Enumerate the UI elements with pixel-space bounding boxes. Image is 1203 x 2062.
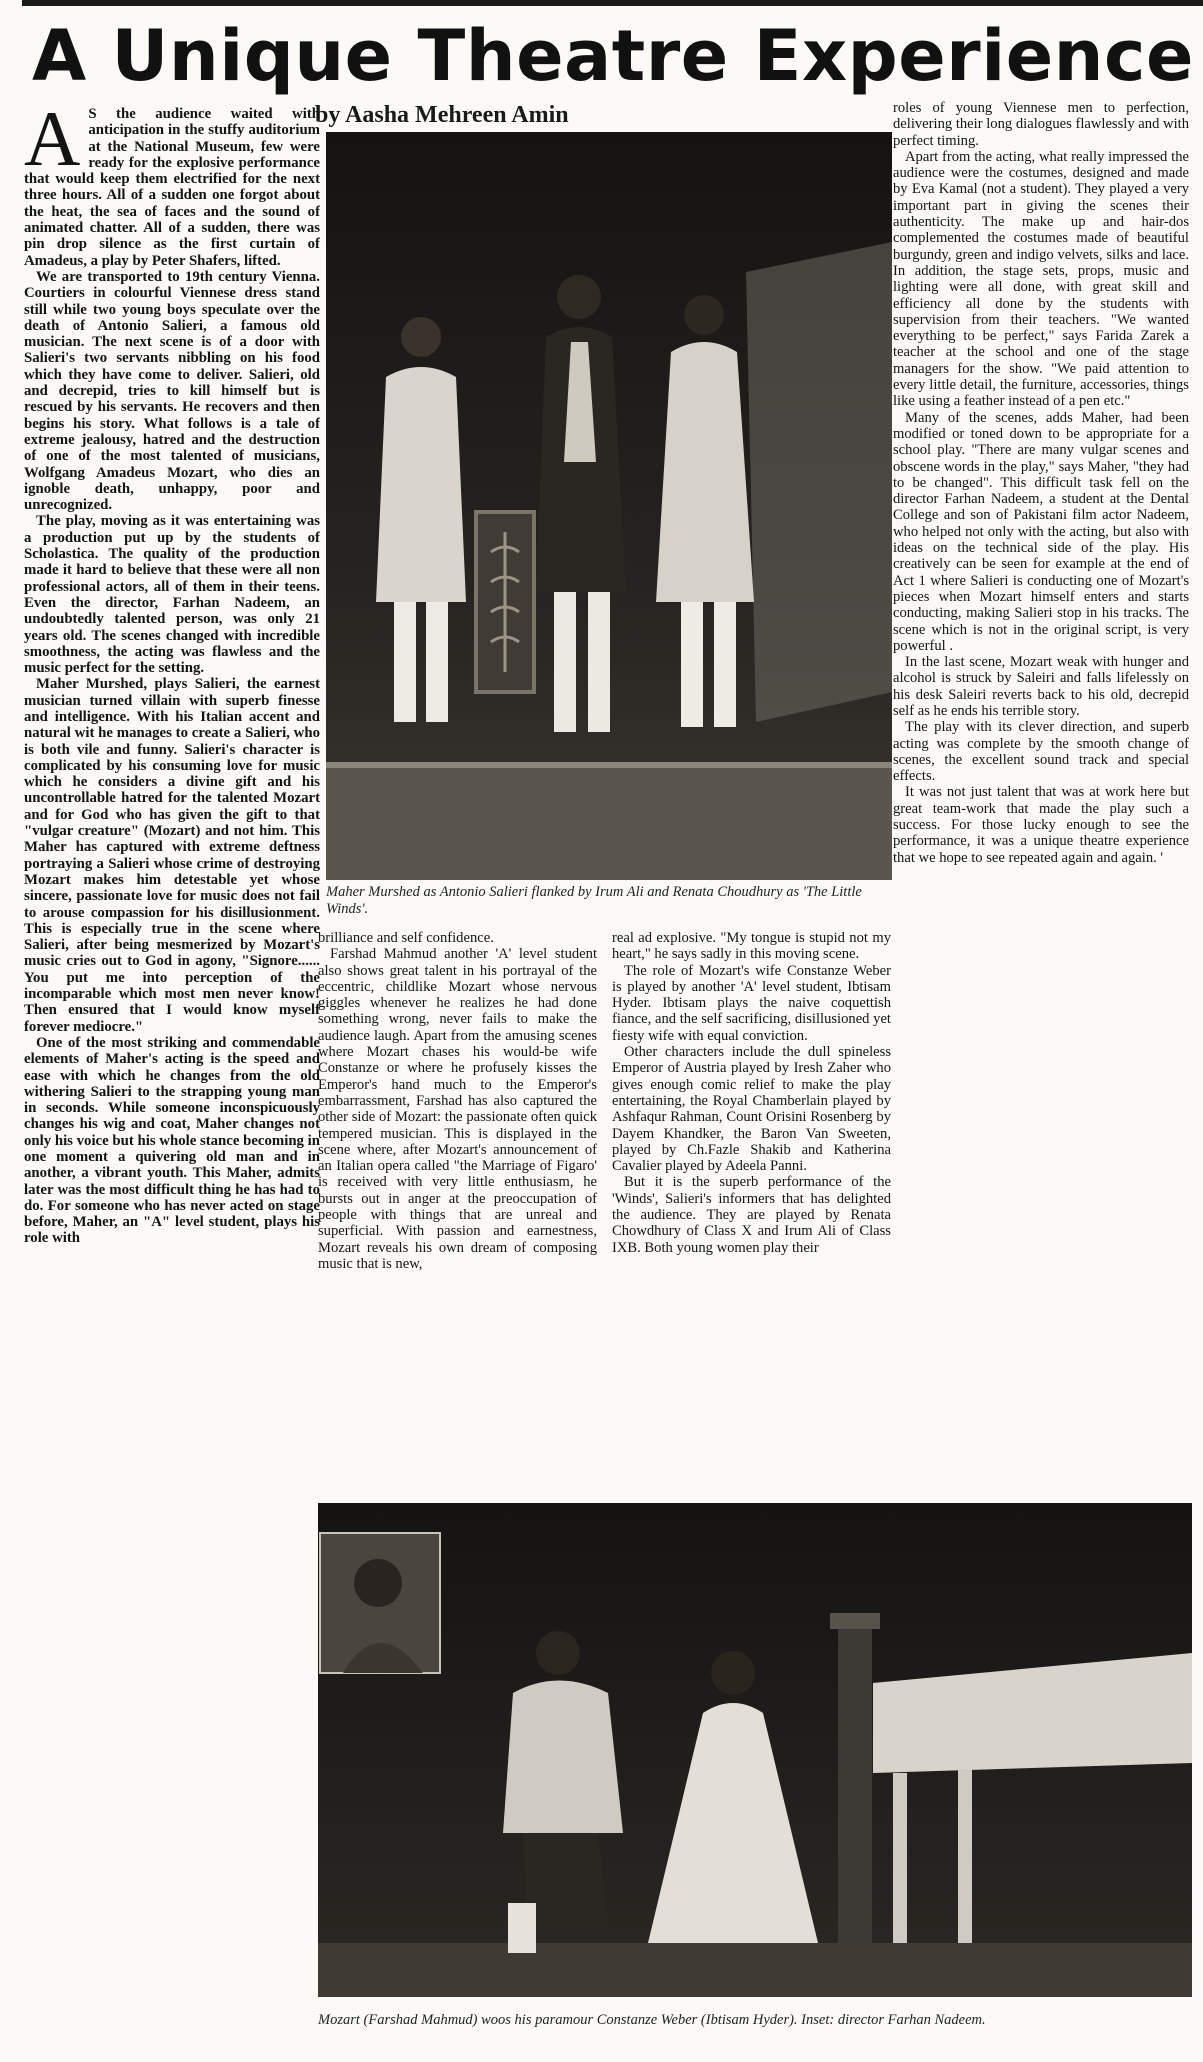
- paragraph: We are transported to 19th century Vienna. Courtiers in colourful Viennese dress stand still while two young boys speculate over the death of Antonio Salieri, a famous old musician. The next scene is of a door with Salieri's two servants nibbling on his food which they have come to deliver. Salieri, old and decrepid, tries to kill himself but is rescued by his servants. He recovers and then begins his story. What follows is a tale of extreme jealousy, hatred and the destruction of one of the most talented of musicians, Wolfgang Amadeus Mozart, who dies an ignoble death, unhappy, poor and unrecognized.: [24, 268, 320, 514]
- paragraph: Many of the scenes, adds Maher, had been modified or toned down to be appropriate for a school play. "There are many vulgar scenes and obscene words in the play," says Maher, "they had to be changed". This difficult task fell on the director Farhan Nadeem, a student at the Dental College and son of Pakistani film actor Nadeem, who helped not only with the acting, but also with ideas on the technical side of the play. His creatively can be seen for example at the end of Act 1 where Salieri is conducting one of Mozart's pieces when Mozart himself enters and starts conducting, making Salieri stop in his tracks. The scene which is not in the original script, is very powerful .: [893, 409, 1189, 654]
- paragraph: The play with its clever direction, and superb acting was complete by the smooth change of scenes, the excellent sound track and special effects.: [893, 719, 1189, 785]
- paragraph: Other characters include the dull spineless Emperor of Austria played by Iresh Zaher who gives enough comic relief to make the play entertaining, the Royal Chamberlain played by Ashfaqur Rahman, Count Orisini Rosenberg by Dayem Khandker, the Baron Van Sweeten, played by Ch.Fazle Shakib and Katherina Cavalier played by Adeela Panni.: [612, 1044, 891, 1175]
- paragraph: In the last scene, Mozart weak with hunger and alcohol is struck by Saleiri and falls lifelessly on his desk Saleiri reverts back to his old, decrepid self as he ends his terrible story.: [893, 654, 1189, 719]
- paragraph: Farshad Mahmud another 'A' level student also shows great talent in his portrayal of the eccentric, childlike Mozart whose nervous giggles whenever he realizes he had done something wrong, never fails to make the audience laugh. Apart from the amusing scenes where Mozart chases his would-be wife Constanze or where he profusely kisses the Emperor's hand much to the Emperor's embarrassment, Farshad has also captured the other side of Mozart: the passionate often quick tempered musician. This is displayed in the scene where, after Mozart's announcement of an Italian opera called "the Marriage of Figaro' is received with very little enthusiasm, he bursts out in anger at the preoccupation of people with things that are unreal and superficial. With passion and earnestness, Mozart reveals his own dream of composing music that is new,: [318, 946, 597, 1272]
- paragraph: roles of young Viennese men to perfection, delivering their long dialogues flawlessly and with perfect timing.: [893, 100, 1189, 149]
- article-column-4: [893, 100, 1189, 1500]
- paragraph: The role of Mozart's wife Constanze Weber is played by another 'A' level student, Ibtisam Hyder. Ibtisam plays the naive coquettish fiance, and the self sacrificing, disillusioned yet fiesty wife with equal conviction.: [612, 962, 891, 1044]
- paragraph: The play, moving as it was entertaining was a production put up by the students of Scholastica. The quality of the production made it hard to believe that these were all non professional actors, all of them in their teens. Even the director, Farhan Nadeem, an undoubtedly talented person, was only 21 years old. The scenes changed with incredible smoothness, the acting was flawless and the music perfect for the setting.: [24, 513, 320, 677]
- paragraph: One of the most striking and commendable elements of Maher's acting is the speed and ease with which he changes from the old withering Salieri to the strapping young man in seconds. While someone inconspicuously changes his wig and coat, Maher changes not only his voice but his whole stance becoming in one moment a quivering old man and in another, a vibrant youth. This Maher, admits later was the most difficult thing he has had to do. For someone who has never acted on stage before, Maher, an "A" level student, plays his role with: [24, 1034, 320, 1247]
- paragraph: It was not just talent that was at work here but great team-work that made the play such a success. For those lucky enough to see the performance, it was a unique theatre experience that we hope to see repeated again and again. ': [893, 784, 1189, 866]
- article-column-2: [318, 930, 597, 1512]
- photo-caption-2: Mozart (Farshad Mahmud) woos his paramour Constanze Weber (Ibtisam Hyder). Inset: director Farhan Nadeem.: [318, 2012, 986, 2028]
- stage-photo-illustration: [326, 132, 892, 880]
- paragraph: Apart from the acting, what really impressed the audience were the costumes, designed and made by Eva Kamal (not a student). They played a very important part in giving the scenes their authenticity. The make up and hair-dos complemented the costumes made of beautiful burgundy, green and indigo velvets, silks and lace. In addition, the stage sets, props, music and lighting were all done, with great skill and efficiency all done by the students with supervision from their teachers. "We wanted everything to be perfect," says Farida Zarek a teacher at the school and one of the stage managers for the show. "We paid attention to every little detail, the furniture, accessories, things like using a feather instead of a pen etc.": [893, 148, 1189, 410]
- byline: by Aasha Mehreen Amin: [315, 102, 569, 128]
- paragraph: But it is the superb performance of the 'Winds', Salieri's informers that has delighted the audience. They are played by Renata Chowdhury of Class X and Irum Ali of Class IXB. Both young women play their: [612, 1174, 891, 1256]
- paragraph: real ad explosive. "My tongue is stupid not my heart," he says sadly in this moving scene.: [612, 930, 891, 963]
- paragraph: brilliance and self confidence.: [318, 930, 494, 946]
- photo-caption-1: Maher Murshed as Antonio Salieri flanked by Irum Ali and Renata Choudhury as 'The Little Winds'.: [326, 884, 862, 917]
- article-column-1: [24, 106, 320, 2056]
- paragraph: Maher Murshed, plays Salieri, the earnest musician turned villain with superb finesse and intelligence. With his Italian accent and natural wit he manages to create a Salieri, who is both vile and funny. Salieri's character is complicated by his consuming love for music which he considers a divine gift and his uncontrollable hatred for the talented Mozart and for God who has given the gift to that "vulgar creature" (Mozart) and not him. This Maher has captured with extreme deftness portraying a Salieri whose crime of destroying Mozart makes him detestable yet whose sincere, passionate love for music does not fail to arouse compassion for his disillusionment. This is especially true in the scene where Salieri, after being mesmerized by Mozart's music cries out to God in agony, "Signore...... You put me into perception of the incomparable which most men never know! Then ensured that I would know myself forever mediocre.": [24, 676, 320, 1035]
- stage-photo-illustration-2: [318, 1503, 1192, 1997]
- drop-cap: A: [24, 106, 81, 182]
- headline: A Unique Theatre Experience: [32, 15, 1194, 97]
- stage-photo-winds: [326, 132, 892, 880]
- paragraph: S the audience waited with anticipation in the stuffy auditorium at the National Museum, few were ready for the explosive performance that would keep them electrified for the next three hours. All of a sudden one forgot about the heat, the sea of faces and the sound of animated chatter. All of a sudden, there was pin drop silence as the first curtain of Amadeus, a play by Peter Shafers, lifted.: [24, 106, 320, 269]
- article-column-3: [612, 930, 891, 1512]
- top-rule: [22, 0, 1203, 6]
- stage-photo-mozart-constanze: [318, 1503, 1192, 1997]
